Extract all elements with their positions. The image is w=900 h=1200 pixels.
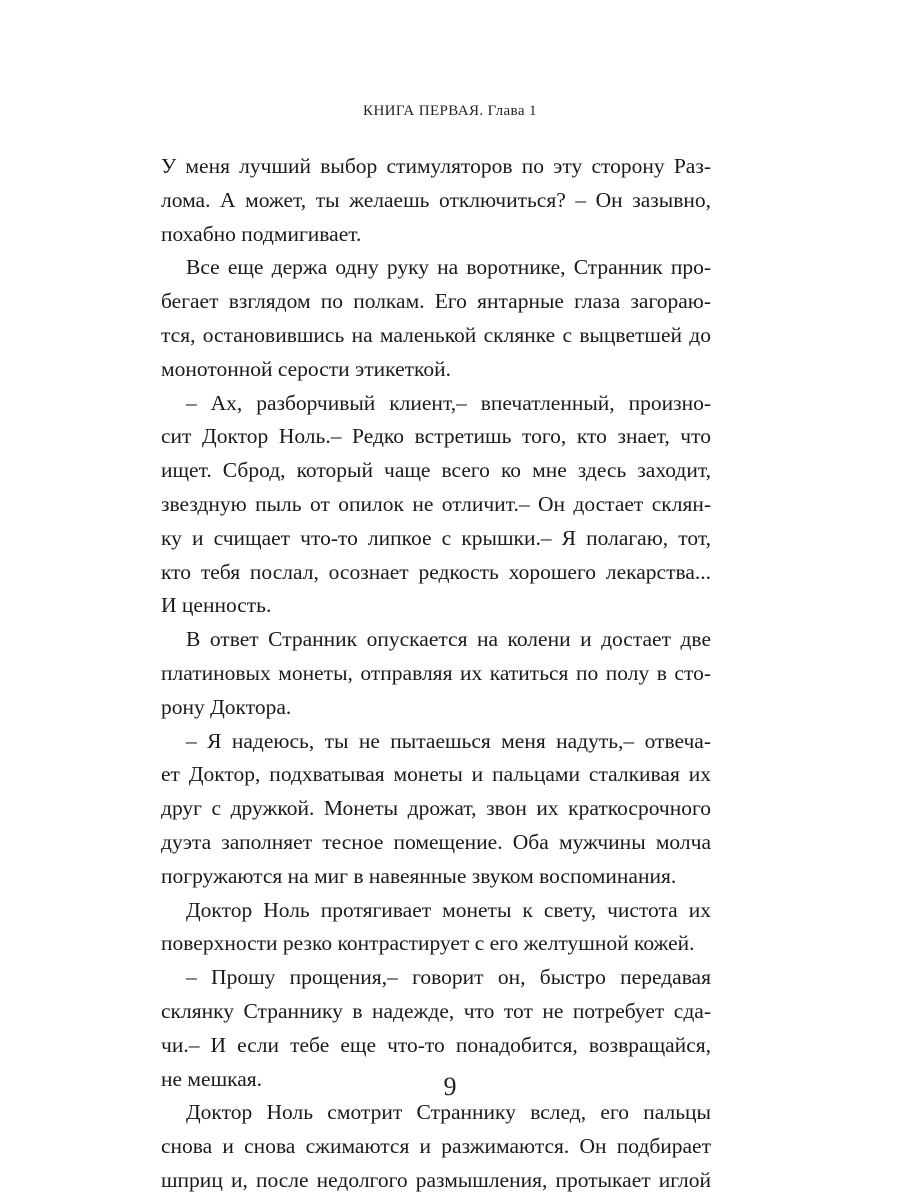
paragraph [161, 1096, 711, 1197]
text-line: рону Доктора. [161, 694, 292, 719]
text-line: лома. А может, ты желаешь отключиться? – Он зазывно, [161, 187, 711, 212]
text-line: тся, остановившись на маленькой склянке с выцветшей до [161, 322, 711, 347]
text-line: погружаются на миг в навеянные звуком воспоминания. [161, 863, 677, 888]
paragraph [161, 150, 711, 251]
text-line: В ответ Странник опускается на колени и достает две [186, 627, 711, 652]
paragraph [161, 387, 711, 624]
text-line: бегает взглядом по полкам. Его янтарные глаза загораю- [161, 289, 711, 314]
paragraph [161, 725, 711, 894]
text-line: поверхности резко контрастирует с его желтушной кожей. [161, 931, 695, 956]
page-number: 9 [443, 1072, 457, 1101]
text-line: склянку Страннику в надежде, что тот не потребует сда- [161, 998, 711, 1023]
text-line: друг с дружкой. Монеты дрожат, звон их краткосрочного [161, 796, 711, 821]
text-line: У меня лучший выбор стимуляторов по эту сторону Раз- [161, 154, 711, 178]
text-line: – Прошу прощения,– говорит он, быстро передавая [186, 965, 711, 990]
text-line: не мешкая. [161, 1066, 263, 1091]
text-line: Все еще держа одну руку на воротнике, Странник про- [186, 255, 711, 280]
text-line: монотонной серости этикеткой. [161, 356, 451, 381]
text-line: звездную пыль от опилок не отличит.– Он достает склян- [161, 491, 711, 516]
text-line: – Ах, разборчивый клиент,– впечатленный, произно- [186, 390, 711, 415]
text-line: ку и счищает что-то липкое с крышки.– Я полагаю, тот, [161, 525, 711, 550]
text-line: чи.– И если тебе еще что-то понадобится, возвращайся, [161, 1032, 711, 1057]
text-line: И ценность. [161, 593, 272, 618]
text-line: похабно подмигивает. [161, 221, 362, 246]
text-line: ищет. Сброд, который чаще всего ко мне здесь заходит, [161, 458, 711, 483]
text-line: дуэта заполняет тесное помещение. Оба мужчины молча [161, 829, 711, 854]
body-text [161, 150, 711, 1198]
paragraph [161, 251, 711, 386]
paragraph [161, 894, 711, 962]
text-line: снова и снова сжимаются и разжимаются. Он подбирает [161, 1134, 711, 1159]
text-line: кто тебя послал, осознает редкость хорошего лекарства... [161, 559, 711, 584]
text-line: платиновых монеты, отправляя их катиться по полу в сто- [161, 660, 711, 685]
running-head: КНИГА ПЕРВАЯ. Глава 1 [363, 103, 537, 119]
text-line: шприц и, после недолгого размышления, протыкает иглой [161, 1167, 711, 1192]
text-line: сит Доктор Ноль.– Редко встретишь того, кто знает, что [161, 424, 711, 449]
text-line: – Я надеюсь, ты не пытаешься меня надуть,– отвеча- [186, 728, 711, 753]
text-line: Доктор Ноль смотрит Страннику вслед, его пальцы [186, 1100, 711, 1125]
paragraph [161, 623, 711, 724]
text-line: ет Доктор, подхватывая монеты и пальцами сталкивая их [161, 762, 711, 787]
text-line: Доктор Ноль протягивает монеты к свету, чистота их [186, 897, 711, 922]
